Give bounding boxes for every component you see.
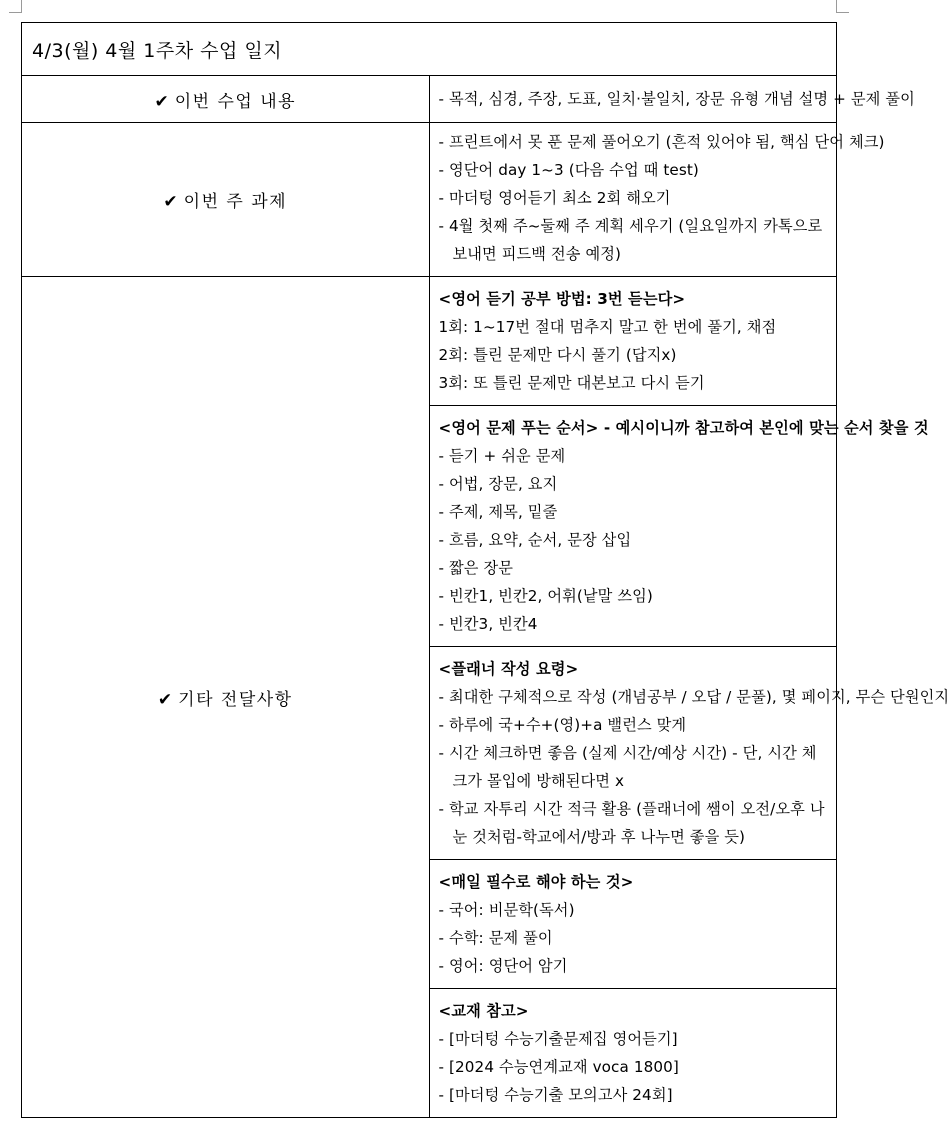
section-line: - 빈칸1, 빈칸2, 어휘(낱말 쓰임)	[438, 587, 653, 605]
section-heading: <플래너 작성 요령>	[438, 660, 579, 678]
section-line: - 국어: 비문학(독서)	[438, 901, 575, 919]
section-heading: <매일 필수로 해야 하는 것>	[438, 873, 634, 891]
label-class-content	[22, 76, 430, 123]
homework-cell	[429, 123, 885, 277]
section-line: - [2024 수능연계교재 voca 1800]	[438, 1058, 679, 1076]
title-row	[22, 23, 837, 76]
homework-line: - 프린트에서 못 푼 문제 풀어오기 (흔적 있어야 됨, 핵심 단어 체크)	[438, 133, 885, 151]
section-heading: <영어 문제 푸는 순서> - 예시이니까 참고하여 본인에 맞는 순서 찾을 것	[438, 419, 929, 437]
section-line: - 주제, 제목, 밑줄	[438, 503, 558, 521]
label-weekly-homework	[22, 123, 430, 277]
label-other-notes	[22, 277, 430, 1118]
class-content-line: - 목적, 심경, 주장, 도표, 일치·불일치, 장문 유형 개념 설명 + 문제 풀이	[438, 90, 915, 108]
check-icon: ✔	[154, 91, 169, 112]
section-line: - 최대한 구체적으로 작성 (개념공부 / 오답 / 문풀), 몇 페이지, 무슨 단원인지	[438, 688, 949, 706]
section-heading: <교재 참고>	[438, 1002, 529, 1020]
section-line: - 수학: 문제 풀이	[438, 929, 553, 947]
section-line: - 시간 체크하면 좋음 (실제 시간/예상 시간) - 단, 시간 체크가 몰입에 방해된다면 x	[438, 744, 817, 790]
check-icon: ✔	[163, 192, 178, 212]
listening-method-section	[429, 277, 837, 406]
row-class-content	[22, 76, 837, 123]
homework-line: - 영단어 day 1~3 (다음 수업 때 test)	[438, 161, 699, 179]
section-line: 2회: 틀린 문제만 다시 풀기 (답지x)	[438, 346, 677, 364]
page-corner-mark-right	[836, 0, 849, 13]
section-line: - 학교 자투리 시간 적극 활용 (플래너에 쌤이 오전/오후 나눈 것처럼-학교에서/방과 후 나누면 좋을 듯)	[438, 800, 825, 846]
planner-tips-section	[429, 647, 949, 860]
log-title: 4/3(월) 4월 1주차 수업 일지	[22, 23, 837, 76]
class-log-table	[21, 22, 949, 1118]
section-line: 1회: 1~17번 절대 멈추지 말고 한 번에 풀기, 채점	[438, 318, 777, 336]
solving-order-section	[429, 406, 929, 647]
class-content-cell	[429, 76, 915, 123]
row-other-notes-1	[22, 277, 837, 406]
textbook-section	[429, 989, 837, 1118]
section-line: 3회: 또 틀린 문제만 대본보고 다시 듣기	[438, 374, 705, 392]
homework-line: - 마더텅 영어듣기 최소 2회 해오기	[438, 189, 671, 207]
label-text: 기타 전달사항	[178, 689, 293, 710]
section-line: - [마더텅 수능기출 모의고사 24회]	[438, 1086, 673, 1104]
check-icon: ✔	[157, 689, 173, 710]
section-line: - 영어: 영단어 암기	[438, 957, 568, 975]
section-line: - 듣기 + 쉬운 문제	[438, 447, 566, 465]
row-weekly-homework	[22, 123, 837, 277]
daily-must-section	[429, 860, 837, 989]
page-corner-mark-left	[9, 0, 22, 13]
section-line: - [마더텅 수능기출문제집 영어듣기]	[438, 1030, 678, 1048]
section-line: - 짧은 장문	[438, 559, 514, 577]
section-line: - 어법, 장문, 요지	[438, 475, 558, 493]
homework-line: - 4월 첫째 주~둘째 주 계획 세우기 (일요일까지 카톡으로 보내면 피드백 전송 예정)	[438, 217, 823, 263]
label-text: 이번 수업 내용	[174, 91, 297, 112]
section-heading: <영어 듣기 공부 방법: 3번 듣는다>	[438, 290, 686, 308]
section-line: - 흐름, 요약, 순서, 문장 삽입	[438, 531, 632, 549]
label-text: 이번 주 과제	[183, 192, 288, 212]
section-line: - 빈칸3, 빈칸4	[438, 615, 538, 633]
section-line: - 하루에 국+수+(영)+a 밸런스 맞게	[438, 716, 687, 734]
